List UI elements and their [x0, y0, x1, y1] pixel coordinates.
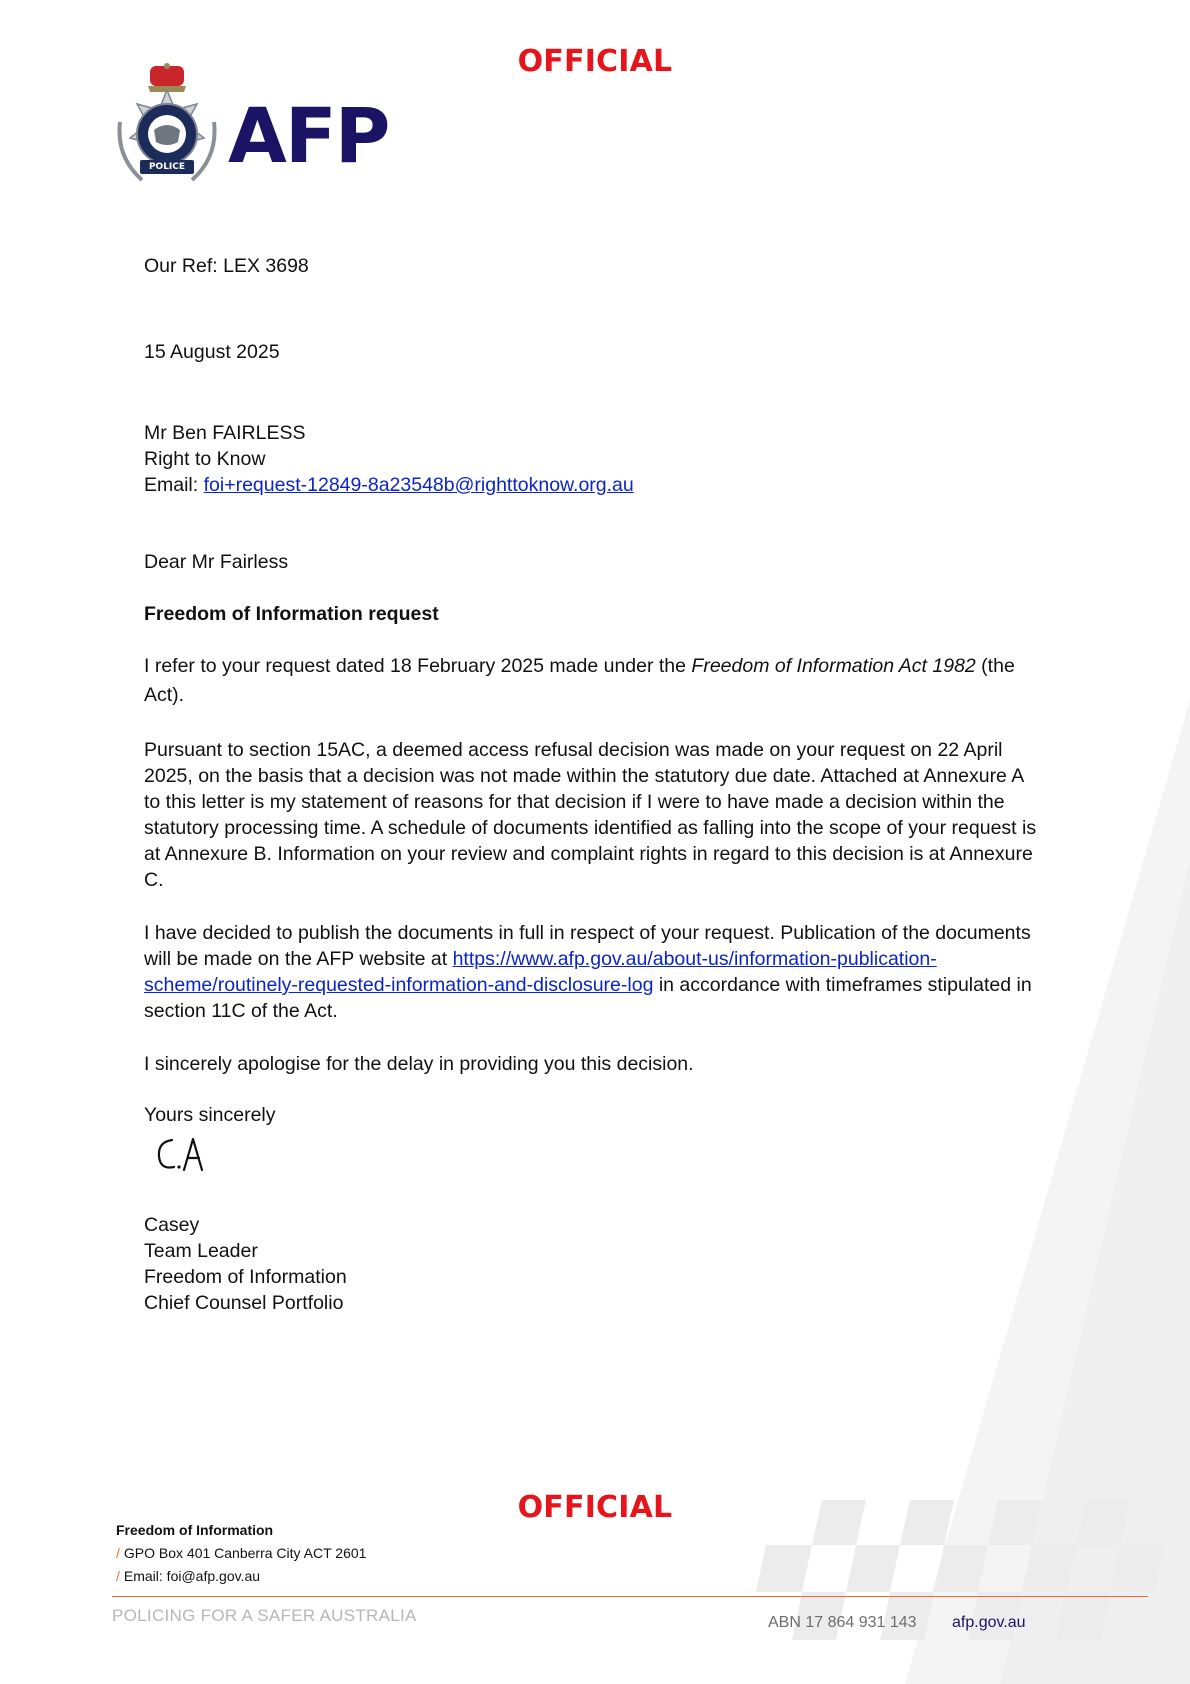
footer-slash: / — [116, 1568, 120, 1584]
footer-contact — [116, 1519, 366, 1588]
closing: Yours sincerely — [144, 1104, 276, 1126]
para3-text-after: in accordance with timeframes stipulated in section 11C of the Act. — [144, 974, 1032, 1022]
classification-label-bottom: OFFICIAL — [517, 1490, 673, 1525]
recipient-email-link[interactable]: foi+request-12849-8a23548b@righttoknow.org.au — [203, 474, 634, 496]
handwritten-signature — [154, 1134, 214, 1178]
para1-text-after: (the Act). — [144, 655, 1015, 706]
footer-email-line — [116, 1565, 366, 1588]
subject-heading: Freedom of Information request — [144, 603, 439, 625]
footer-unit: Freedom of Information — [116, 1522, 274, 1538]
classification-label-top: OFFICIAL — [517, 44, 673, 79]
badge-banner-text: POLICE — [148, 162, 186, 172]
signatory-portfolio: Chief Counsel Portfolio — [144, 1292, 344, 1314]
paragraph-apology: I sincerely apologise for the delay in providing you this decision. — [144, 1053, 694, 1075]
footer-tagline: POLICING FOR A SAFER AUSTRALIA — [112, 1606, 417, 1625]
reference-number: Our Ref: LEX 3698 — [144, 255, 309, 277]
footer-abn: ABN 17 864 931 143 — [768, 1614, 917, 1631]
recipient-organisation: Right to Know — [144, 448, 266, 470]
recipient-email-line — [144, 472, 634, 498]
paragraph-deemed-refusal: Pursuant to section 15AC, a deemed access refusal decision was made on your request on 22 April 2025, on the basis that a decision was not made within the statutory due date. Attached at Annexure A to this letter is my statement of reasons for that decision if I were to have made a decision within the statutory processing time. A schedule of documents identified as falling into the scope of your request is at Annexure B. Information on your review and complaint rights in regard to this decision is at Annexure C. — [144, 739, 1037, 891]
para3-text-before: I have decided to publish the documents in full in respect of your request. Publication of the documents will be made on the AFP website at — [144, 922, 1031, 970]
recipient-name: Mr Ben FAIRLESS — [144, 422, 306, 444]
recipient-email-label: Email: — [144, 474, 204, 496]
para1-text-before: I refer to your request dated 18 February 2025 made under the — [144, 655, 692, 677]
footer-website-link[interactable]: afp.gov.au — [952, 1614, 1026, 1631]
afp-badge-icon — [112, 62, 222, 197]
paragraph-publication — [144, 920, 1044, 1024]
afp-wordmark: AFP — [228, 91, 389, 180]
signatory-name: Casey — [144, 1214, 200, 1236]
footer-divider — [112, 1596, 1148, 1597]
signatory-title: Team Leader — [144, 1240, 258, 1262]
footer-address-line — [116, 1542, 366, 1565]
letter-date: 15 August 2025 — [144, 341, 280, 363]
salutation: Dear Mr Fairless — [144, 551, 289, 573]
footer-address: GPO Box 401 Canberra City ACT 2601 — [123, 1545, 367, 1561]
recipient-block — [144, 420, 634, 498]
paragraph-request-reference — [144, 652, 1044, 710]
signatory-unit: Freedom of Information — [144, 1266, 347, 1288]
disclosure-log-link[interactable]: https://www.afp.gov.au/about-us/information-publication-scheme/routinely-requested-information-and-disclosure-log — [144, 948, 937, 996]
signatory-block — [144, 1212, 347, 1316]
letter-body — [144, 652, 1044, 1128]
footer-slash: / — [116, 1545, 120, 1561]
footer-email: Email: foi@afp.gov.au — [123, 1568, 261, 1584]
act-title: Freedom of Information Act 1982 — [691, 655, 976, 677]
